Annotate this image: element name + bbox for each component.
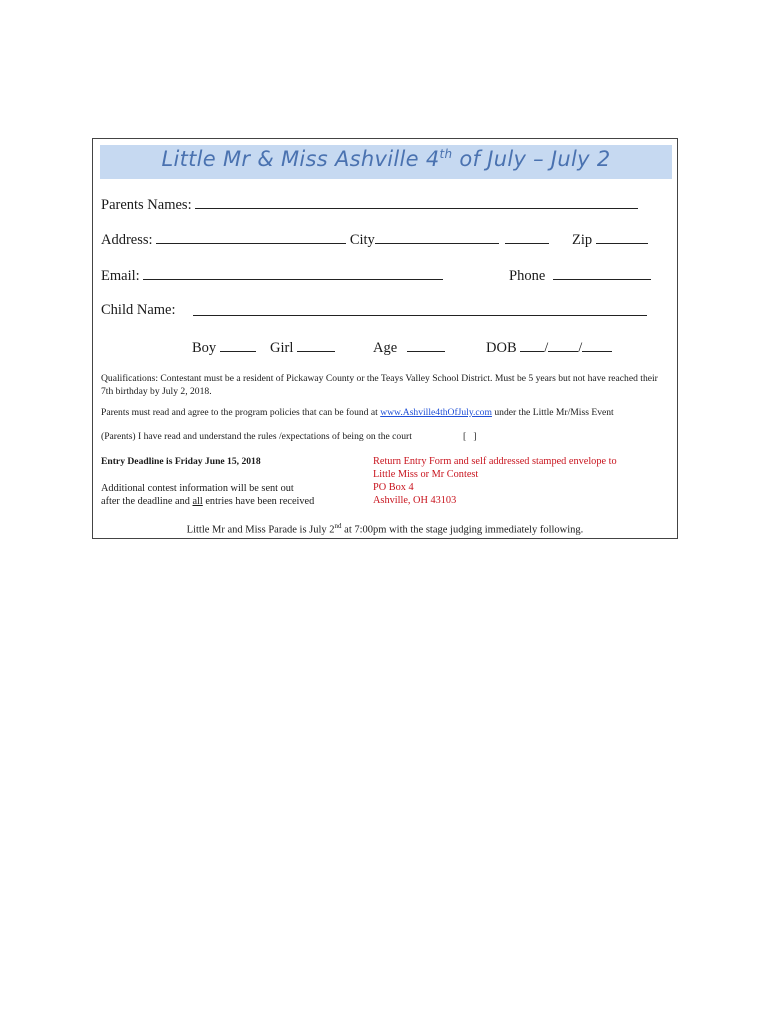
dob-separator: / bbox=[544, 340, 549, 356]
age-row bbox=[373, 338, 445, 357]
dob-month-field[interactable] bbox=[520, 338, 544, 352]
child-name-label-row bbox=[101, 302, 176, 319]
return-contest-name: Little Miss or Mr Contest bbox=[373, 469, 479, 480]
girl-label: Girl bbox=[270, 340, 294, 356]
parents-names-label: Parents Names: bbox=[101, 197, 192, 213]
email-row bbox=[101, 266, 443, 285]
state-field[interactable] bbox=[505, 230, 549, 244]
entry-form bbox=[92, 138, 678, 539]
phone-label: Phone bbox=[509, 268, 546, 284]
zip-label: Zip bbox=[572, 232, 593, 248]
phone-row bbox=[509, 266, 651, 285]
child-name-label: Child Name: bbox=[101, 302, 176, 318]
policies-text: Parents must read and agree to the program policies that can be found at www.Ashville4thOfJuly.com under the Little Mr/Miss Event bbox=[101, 407, 614, 418]
city-label: City bbox=[349, 232, 375, 248]
dob-row bbox=[486, 338, 612, 357]
boy-field[interactable] bbox=[220, 338, 256, 352]
boy-label: Boy bbox=[192, 340, 217, 356]
child-name-field[interactable] bbox=[193, 302, 647, 316]
email-label: Email: bbox=[101, 268, 140, 284]
zip-row bbox=[572, 230, 648, 249]
agreement-checkbox[interactable]: [ ] bbox=[463, 431, 477, 442]
girl-field[interactable] bbox=[297, 338, 335, 352]
return-city-state-zip: Ashville, OH 43103 bbox=[373, 495, 457, 506]
additional-info-line2: after the deadline and all entries have been received bbox=[101, 496, 315, 507]
agreement-text: (Parents) I have read and understand the rules /expectations of being on the court bbox=[101, 431, 412, 442]
girl-row bbox=[270, 338, 335, 357]
age-field[interactable] bbox=[407, 338, 445, 352]
additional-info-line1: Additional contest information will be sent out bbox=[101, 483, 294, 494]
policies-link[interactable]: www.Ashville4thOfJuly.com bbox=[380, 407, 492, 418]
parents-names-field[interactable] bbox=[195, 195, 638, 209]
age-label: Age bbox=[373, 340, 398, 356]
dob-label: DOB bbox=[486, 340, 517, 356]
return-po-box: PO Box 4 bbox=[373, 482, 414, 493]
title-banner bbox=[100, 145, 672, 179]
dob-separator: / bbox=[578, 340, 583, 356]
city-field[interactable] bbox=[375, 230, 499, 244]
qualifications-text: Qualifications: Contestant must be a resident of Pickaway County or the Teays Valley School District. Must be 5 years but not have reached their 7th birthday by July 2, 2018. bbox=[101, 373, 658, 397]
phone-field[interactable] bbox=[553, 266, 651, 280]
parade-info: Little Mr and Miss Parade is July 2nd at 7:00pm with the stage judging immediately following. bbox=[186, 522, 584, 536]
zip-field[interactable] bbox=[596, 230, 648, 244]
form-title: Little Mr & Miss Ashville 4th of July – July 2 bbox=[161, 147, 611, 171]
address-label: Address: bbox=[101, 232, 153, 248]
entry-deadline: Entry Deadline is Friday June 15, 2018 bbox=[101, 456, 261, 467]
boy-row bbox=[192, 338, 256, 357]
dob-year-field[interactable] bbox=[582, 338, 612, 352]
parents-names-row bbox=[101, 195, 638, 214]
return-instructions: Return Entry Form and self addressed stamped envelope to bbox=[373, 456, 617, 467]
address-row bbox=[101, 230, 549, 249]
address-field[interactable] bbox=[156, 230, 346, 244]
child-name-row bbox=[193, 302, 647, 321]
dob-day-field[interactable] bbox=[548, 338, 578, 352]
email-field[interactable] bbox=[143, 266, 443, 280]
